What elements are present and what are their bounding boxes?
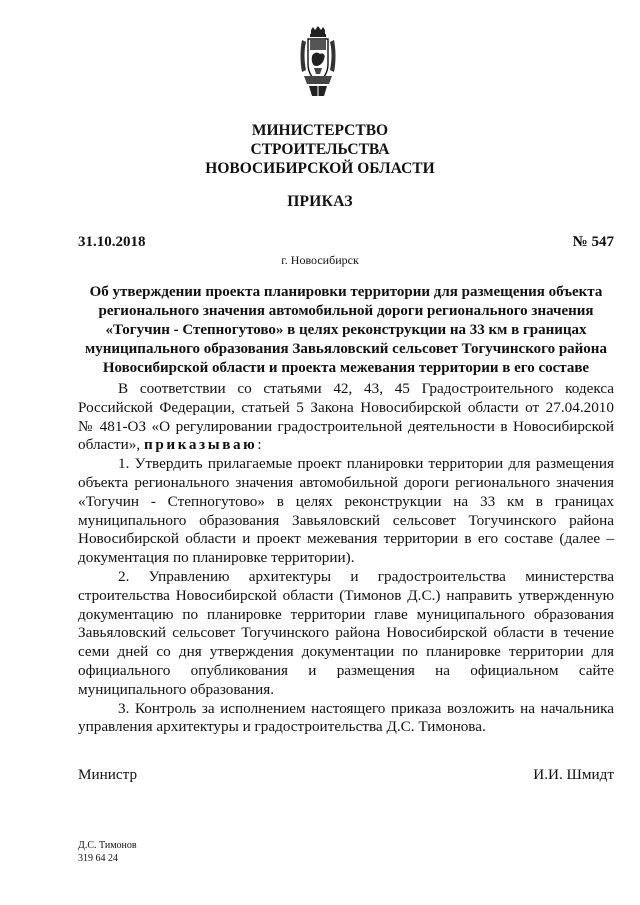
- order-date: 31.10.2018: [78, 234, 146, 250]
- order-body: [78, 380, 614, 737]
- body-line: строительства Новосибирской области (Тимонов Д.С.) направить утвержденную: [78, 586, 614, 604]
- signer-name: И.И. Шмидт: [533, 766, 614, 783]
- order-subject: [78, 283, 614, 378]
- document-type: ПРИКАЗ: [287, 193, 353, 210]
- body-line: Новосибирской области и проект межевания территории в его составе (далее –: [78, 530, 614, 548]
- body-line: семи дней со дня утверждения документации по планировке территории для: [78, 643, 614, 661]
- body-line: 1. Утвердить прилагаемые проект планировки территории для размещения: [118, 455, 614, 473]
- body-line: управления архитектуры и градостроительства Д.С. Тимонова.: [78, 718, 486, 736]
- subject-line: Новосибирской области и проекта межевания территории в его составе: [102, 360, 590, 376]
- body-line: Российской Федерации, статьей 5 Закона Новосибирской области от 27.04.2010: [78, 398, 614, 416]
- ministry-line-2: СТРОИТЕЛЬСТВА: [250, 141, 390, 158]
- body-line: Завьяловский сельсовет Тогучинского района Новосибирской области в течение: [78, 624, 614, 642]
- body-line: «Тогучин - Степногутово» в целях реконструкции на 33 км в границах: [78, 492, 614, 510]
- body-line: В соответствии со статьями 42, 43, 45 Градостроительного кодекса: [118, 380, 614, 397]
- coat-of-arms-icon: [296, 26, 340, 98]
- body-line: документация по планировке территории).: [78, 549, 355, 567]
- subject-line: «Тогучин - Степногутово» в целях реконструкции на 33 км в границах: [105, 322, 587, 338]
- subject-line: муниципального образования Завьяловский сельсовет Тогучинского района: [85, 341, 607, 357]
- executor-block: [78, 839, 137, 865]
- body-line: документацию по планировке территории главе муниципального образования: [78, 605, 614, 623]
- ministry-line-1: МИНИСТЕРСТВО: [251, 122, 389, 139]
- body-line: муниципального образования Завьяловский сельсовет Тогучинского района: [78, 511, 614, 529]
- order-city: г. Новосибирск: [281, 253, 359, 267]
- executor-phone: 319 64 24: [78, 853, 118, 864]
- body-line: 3. Контроль за исполнением настоящего приказа возложить на начальника: [118, 699, 614, 717]
- body-line: официального опубликования и размещения на официальном сайте: [78, 661, 614, 679]
- executor-name: Д.С. Тимонов: [78, 840, 137, 851]
- colon: :: [257, 436, 262, 454]
- subject-line: регионального значения автомобильной дороги регионального значения: [98, 303, 594, 319]
- ministry-line-3: НОВОСИБИРСКОЙ ОБЛАСТИ: [205, 160, 435, 177]
- subject-line: Об утверждении проекта планировки территории для размещения объекта: [89, 284, 603, 300]
- order-verb: приказываю: [143, 436, 258, 454]
- order-number: № 547: [572, 234, 614, 250]
- signer-role: Министр: [78, 766, 138, 783]
- body-line: [78, 436, 614, 455]
- body-line: объекта регионального значения автомобильной дороги регионального значения: [78, 473, 614, 491]
- body-line: 2. Управлению архитектуры и градостроительства министерства: [118, 567, 614, 585]
- ministry-heading: [0, 121, 640, 178]
- body-line: № 481-ОЗ «О регулировании градостроительной деятельности в Новосибирской: [78, 417, 614, 435]
- preamble-end: области»,: [78, 436, 141, 454]
- body-line: муниципального образования.: [78, 680, 275, 698]
